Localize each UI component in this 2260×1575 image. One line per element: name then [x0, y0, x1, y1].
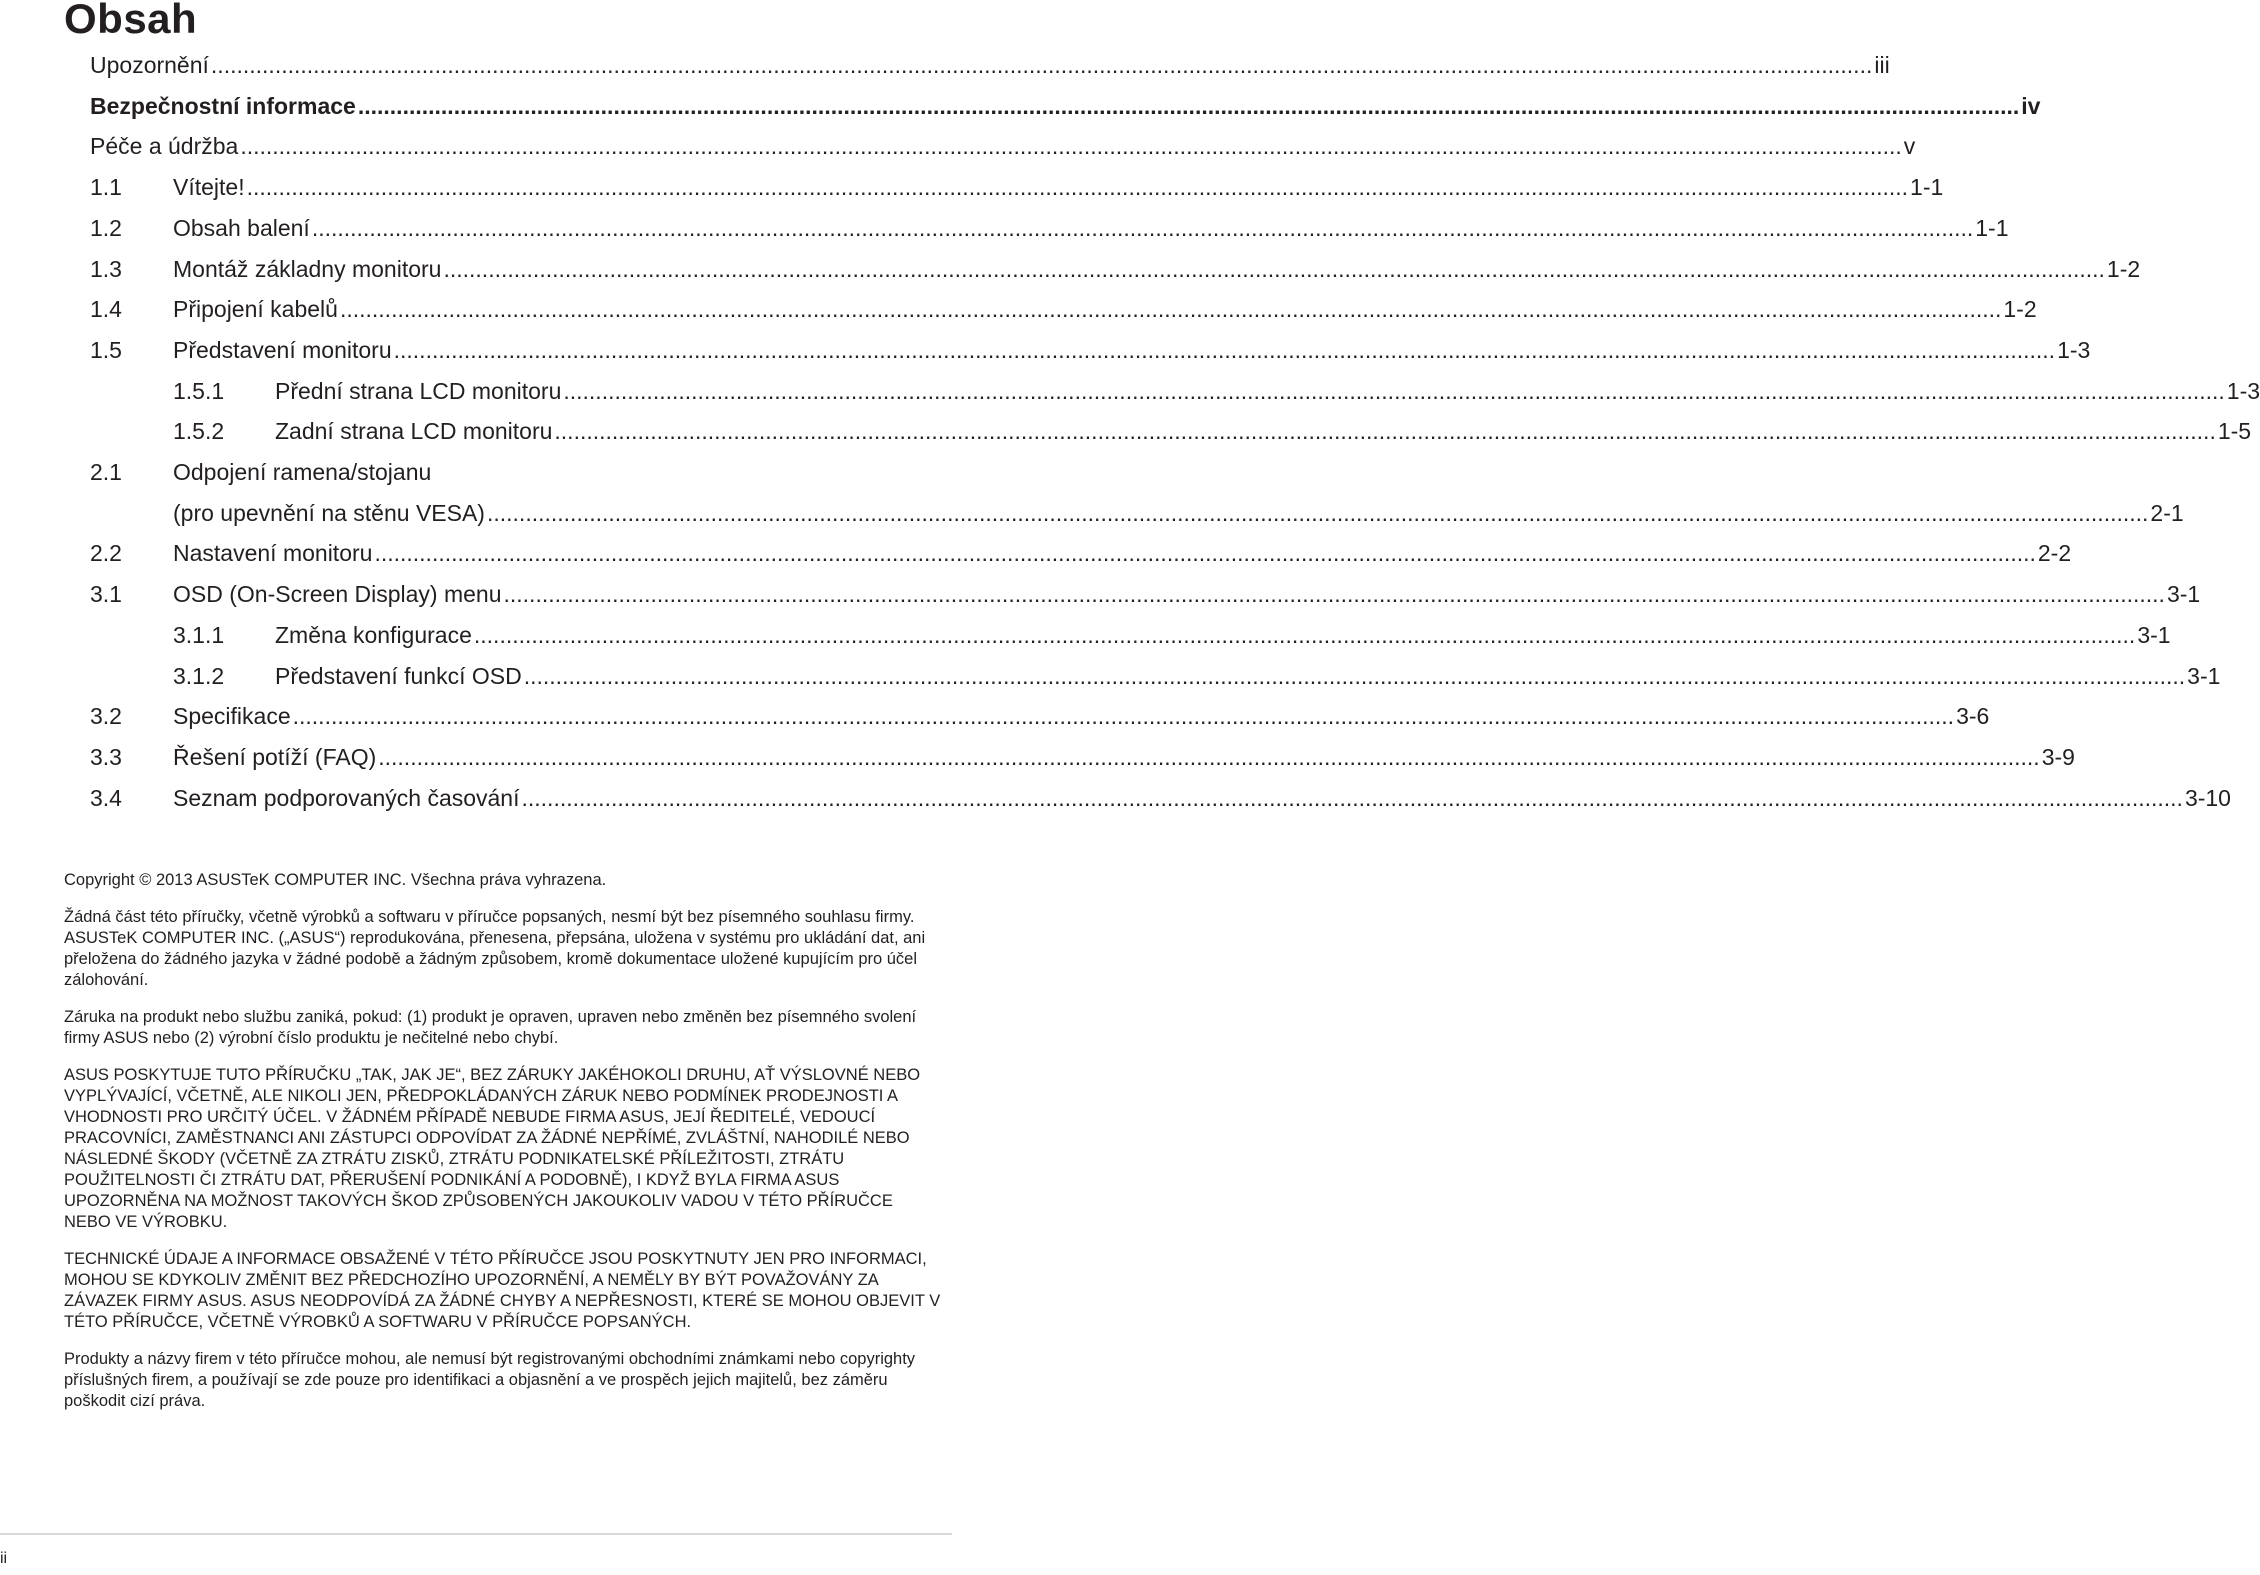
toc-dot-leader: .................................................................................................................................................................................................................................................................... [378, 743, 2040, 770]
toc-entry[interactable] [0, 254, 2141, 284]
toc-entry-number: 2.1 [90, 459, 122, 485]
toc-entry[interactable] [0, 661, 2221, 691]
toc-entry[interactable] [0, 131, 1916, 161]
technical-notice: TECHNICKÉ ÚDAJE A INFORMACE OBSAŽENÉ V TÉTO PŘÍRUČCE JSOU POSKYTNUTY JEN PRO INFORMACI, MOHOU SE KDYKOLIV ZMĚNIT BEZ PŘEDCHOZÍHO UPOZORNĚNÍ, A NEMĚLY BY BÝT POVAŽOVÁNY ZA ZÁVAZEK FIRMY ASUS. ASUS NEODPOVÍDÁ ZA ŽÁDNÉ CHYBY A NEPŘESNOSTI, KTERÉ SE MOHOU OBJEVIT V TÉTO PŘÍRUČCE, VČETNĚ VÝROBKŮ A SOFTWARU V PŘÍRUČCE POPSANÝCH. [64, 1250, 941, 1331]
toc-dot-leader: .................................................................................................................................................................................................................................................................... [357, 92, 2020, 119]
toc-entry-number: 2.2 [90, 540, 122, 567]
toc-entry-number: 1.5.1 [173, 377, 225, 404]
toc-entry-page: 2-2 [2037, 540, 2072, 567]
toc-dot-leader: .................................................................................................................................................................................................................................................................... [246, 174, 1909, 201]
toc-dot-leader: .................................................................................................................................................................................................................................................................... [554, 418, 2216, 445]
disclaimer-notice: ASUS POSKYTUJE TUTO PŘÍRUČKU „TAK, JAK JE“, BEZ ZÁRUKY JAKÉHOKOLI DRUHU, AŤ VÝSLOVNÉ NEBO VYPLÝVAJÍCÍ, VČETNĚ, ALE NIKOLI JEN, PŘEDPOKLÁDANÝCH ZÁRUK NEBO PODMÍNEK PRODEJNOSTI A VHODNOSTI PRO URČITÝ ÚČEL. V ŽÁDNÉM PŘÍPADĚ NEBUDE FIRMA ASUS, JEJÍ ŘEDITELÉ, VEDOUCÍ PRACOVNÍCI, ZAMĚSTNANCI ANI ZÁSTUPCI ODPOVÍDAT ZA ŽÁDNÉ NEPŘÍMÉ, ZVLÁŠTNÍ, NAHODILÉ NEBO NÁSLEDNÉ ŠKODY (VČETNĚ ZA ZTRÁTU ZISKŮ, ZTRÁTU PODNIKATELSKÉ PŘÍLEŽITOSTI, ZTRÁTU POUŽITELNOSTI ČI ZTRÁTU DAT, PŘERUŠENÍ PODNIKÁNÍ A PODOBNĚ), I KDYŽ BYLA FIRMA ASUS UPOZORNĚNA NA MOŽNOST TAKOVÝCH ŠKOD ZPŮSOBENÝCH JAKOUKOLIV VADOU V TÉTO PŘÍRUČCE NEBO VE VÝROBKU. [64, 1066, 921, 1231]
toc-dot-leader: .................................................................................................................................................................................................................................................................... [292, 703, 1955, 730]
toc-entry-title: Vítejte! [173, 174, 245, 201]
copyright-notice: Copyright © 2013 ASUSTeK COMPUTER INC. Všechna práva vyhrazena. [64, 871, 607, 889]
toc-entry-page: 2-1 [2150, 499, 2184, 526]
toc-entry-number: 1.2 [90, 214, 122, 241]
toc-entry-page: 1-2 [2003, 296, 2037, 323]
toc-entry-number: 1.5.2 [173, 418, 225, 445]
toc-entry-title: Připojení kabelů [173, 296, 338, 323]
toc-entry-title: Představení monitoru [173, 336, 392, 363]
toc-entry-title: Změna konfigurace [275, 621, 472, 648]
toc-dot-leader: .................................................................................................................................................................................................................................................................... [210, 52, 1873, 78]
toc-entry[interactable] [0, 538, 2072, 568]
toc-entry-title: Přední strana LCD monitoru [275, 377, 562, 404]
toc-dot-leader: .................................................................................................................................................................................................................................................................... [311, 214, 1974, 241]
toc-dot-leader: .................................................................................................................................................................................................................................................................... [523, 662, 2186, 689]
toc-entry-title: Montáž základny monitoru [173, 255, 442, 282]
toc-entry-title: OSD (On-Screen Display) menu [173, 581, 502, 608]
reproduction-notice: Žádná část této příručky, včetně výrobků a softwaru v příručce popsaných, nesmí být bez písemného souhlasu firmy. ASUSTeK COMPUTER INC. („ASUS“) reprodukována, přenesena, přepsána, uložena v systému pro ukládání dat, ani přeložena do žádného jazyka v žádné podobě a žádným způsobem, kromě dokumentace uložené kupujícím pro účel zálohování. [64, 908, 926, 989]
toc-entry-title: Péče a údržba [90, 133, 239, 160]
trademark-notice: Produkty a názvy firem v této příručce mohou, ale nemusí být registrovanými obchodními známkami nebo copyrighty příslušných firem, a používají se zde pouze pro identifikaci a objasnění a ve prospěch jejich majitelů, bez záměru poškodit cizí práva. [64, 1350, 916, 1410]
toc-entry[interactable] [0, 213, 2009, 243]
toc-entry-page: iii [1874, 52, 1890, 78]
warranty-notice: Záruka na produkt nebo službu zaniká, pokud: (1) produkt je opraven, upraven nebo změněn bez písemného svolení firmy ASUS nebo (2) výrobní číslo produktu je nečitelné nebo chybí. [64, 1008, 917, 1047]
toc-entry-page: v [1903, 133, 1916, 160]
toc-dot-leader: .................................................................................................................................................................................................................................................................... [473, 621, 2136, 648]
toc-entry[interactable] [0, 294, 2037, 324]
toc-entry-number: 1.4 [90, 296, 122, 323]
toc-entry-page: 1-1 [1975, 214, 2009, 241]
page-number: ii [0, 1550, 8, 1567]
toc-entry-title: Nastavení monitoru [173, 540, 373, 567]
toc-entry-number: 3.4 [90, 784, 122, 811]
toc-entry-number: 1.5 [90, 336, 122, 363]
toc-entry-page: 1-2 [2106, 255, 2141, 282]
toc-dot-leader: .................................................................................................................................................................................................................................................................... [521, 784, 2183, 811]
toc-entry-page: 1-3 [2057, 336, 2091, 363]
footer-divider [0, 1533, 952, 1535]
toc-dot-leader: .................................................................................................................................................................................................................................................................... [503, 581, 2165, 608]
toc-entry[interactable] [0, 579, 2201, 609]
toc-entry-page: iv [2021, 92, 2041, 119]
toc-entry-number: 3.1.1 [173, 621, 225, 648]
toc-dot-leader: .................................................................................................................................................................................................................................................................... [374, 540, 2036, 567]
toc-entry-title: Představení funkcí OSD [275, 662, 522, 689]
toc-entry-title: Zadní strana LCD monitoru [275, 418, 553, 445]
toc-entry-page: 3-1 [2137, 621, 2171, 648]
toc-entry[interactable] [0, 50, 1890, 80]
toc-dot-leader: .................................................................................................................................................................................................................................................................... [486, 499, 2149, 526]
toc-entry-title: Bezpečnostní informace [90, 92, 356, 119]
toc-entry-title: Upozornění [90, 52, 209, 78]
toc-entry-number: 3.3 [90, 743, 122, 770]
toc-entry-title: Odpojení ramena/stojanu [173, 459, 432, 485]
toc-entry-title: Seznam podporovaných časování [173, 784, 520, 811]
legal-notice [64, 870, 944, 1428]
toc-entry-page: 1-3 [2226, 377, 2260, 404]
toc-entry-page: 3-6 [1956, 703, 1990, 730]
toc-dot-leader: .................................................................................................................................................................................................................................................................... [563, 377, 2225, 404]
toc-dot-leader: .................................................................................................................................................................................................................................................................... [339, 296, 2002, 323]
toc-entry-page: 3-1 [2166, 581, 2201, 608]
toc-entry-number: 3.1.2 [173, 662, 225, 689]
toc-entry-page: 3-9 [2041, 743, 2075, 770]
toc-entry-page: 1-1 [1910, 174, 1944, 201]
toc-entry-number: 3.2 [90, 703, 122, 730]
toc-entry-title: Řešení potíží (FAQ) [173, 743, 377, 770]
toc-entry-number: 3.1 [90, 581, 122, 608]
toc-dot-leader: .................................................................................................................................................................................................................................................................... [443, 255, 2105, 282]
toc-entry[interactable] [0, 335, 2091, 365]
toc-entry-page: 3-1 [2187, 662, 2221, 689]
toc-entry[interactable] [0, 742, 2075, 772]
toc-dot-leader: .................................................................................................................................................................................................................................................................... [240, 133, 1902, 160]
toc-entry-page: 3-10 [2184, 784, 2231, 811]
page-title: Obsah [64, 0, 198, 42]
toc-entry[interactable] [0, 783, 2231, 813]
toc-entry-number: 1.1 [90, 174, 122, 201]
toc-entry-page: 1-5 [2217, 418, 2252, 445]
toc-entry[interactable] [0, 620, 2171, 650]
toc-entry[interactable] [0, 91, 2041, 121]
toc-entry[interactable] [0, 416, 2252, 446]
toc-entry-number: 1.3 [90, 255, 122, 282]
toc-entry-title: Specifikace [173, 703, 291, 730]
toc-entry[interactable] [0, 376, 2260, 406]
toc-entry-title: (pro upevnění na stěnu VESA) [173, 499, 485, 526]
toc-entry[interactable] [0, 172, 1944, 202]
toc-entry-title: Obsah balení [173, 214, 310, 241]
toc-entry[interactable] [0, 498, 2184, 528]
toc-entry[interactable] [0, 457, 960, 487]
toc-entry[interactable] [0, 701, 1990, 731]
toc-dot-leader: .................................................................................................................................................................................................................................................................... [393, 336, 2056, 363]
